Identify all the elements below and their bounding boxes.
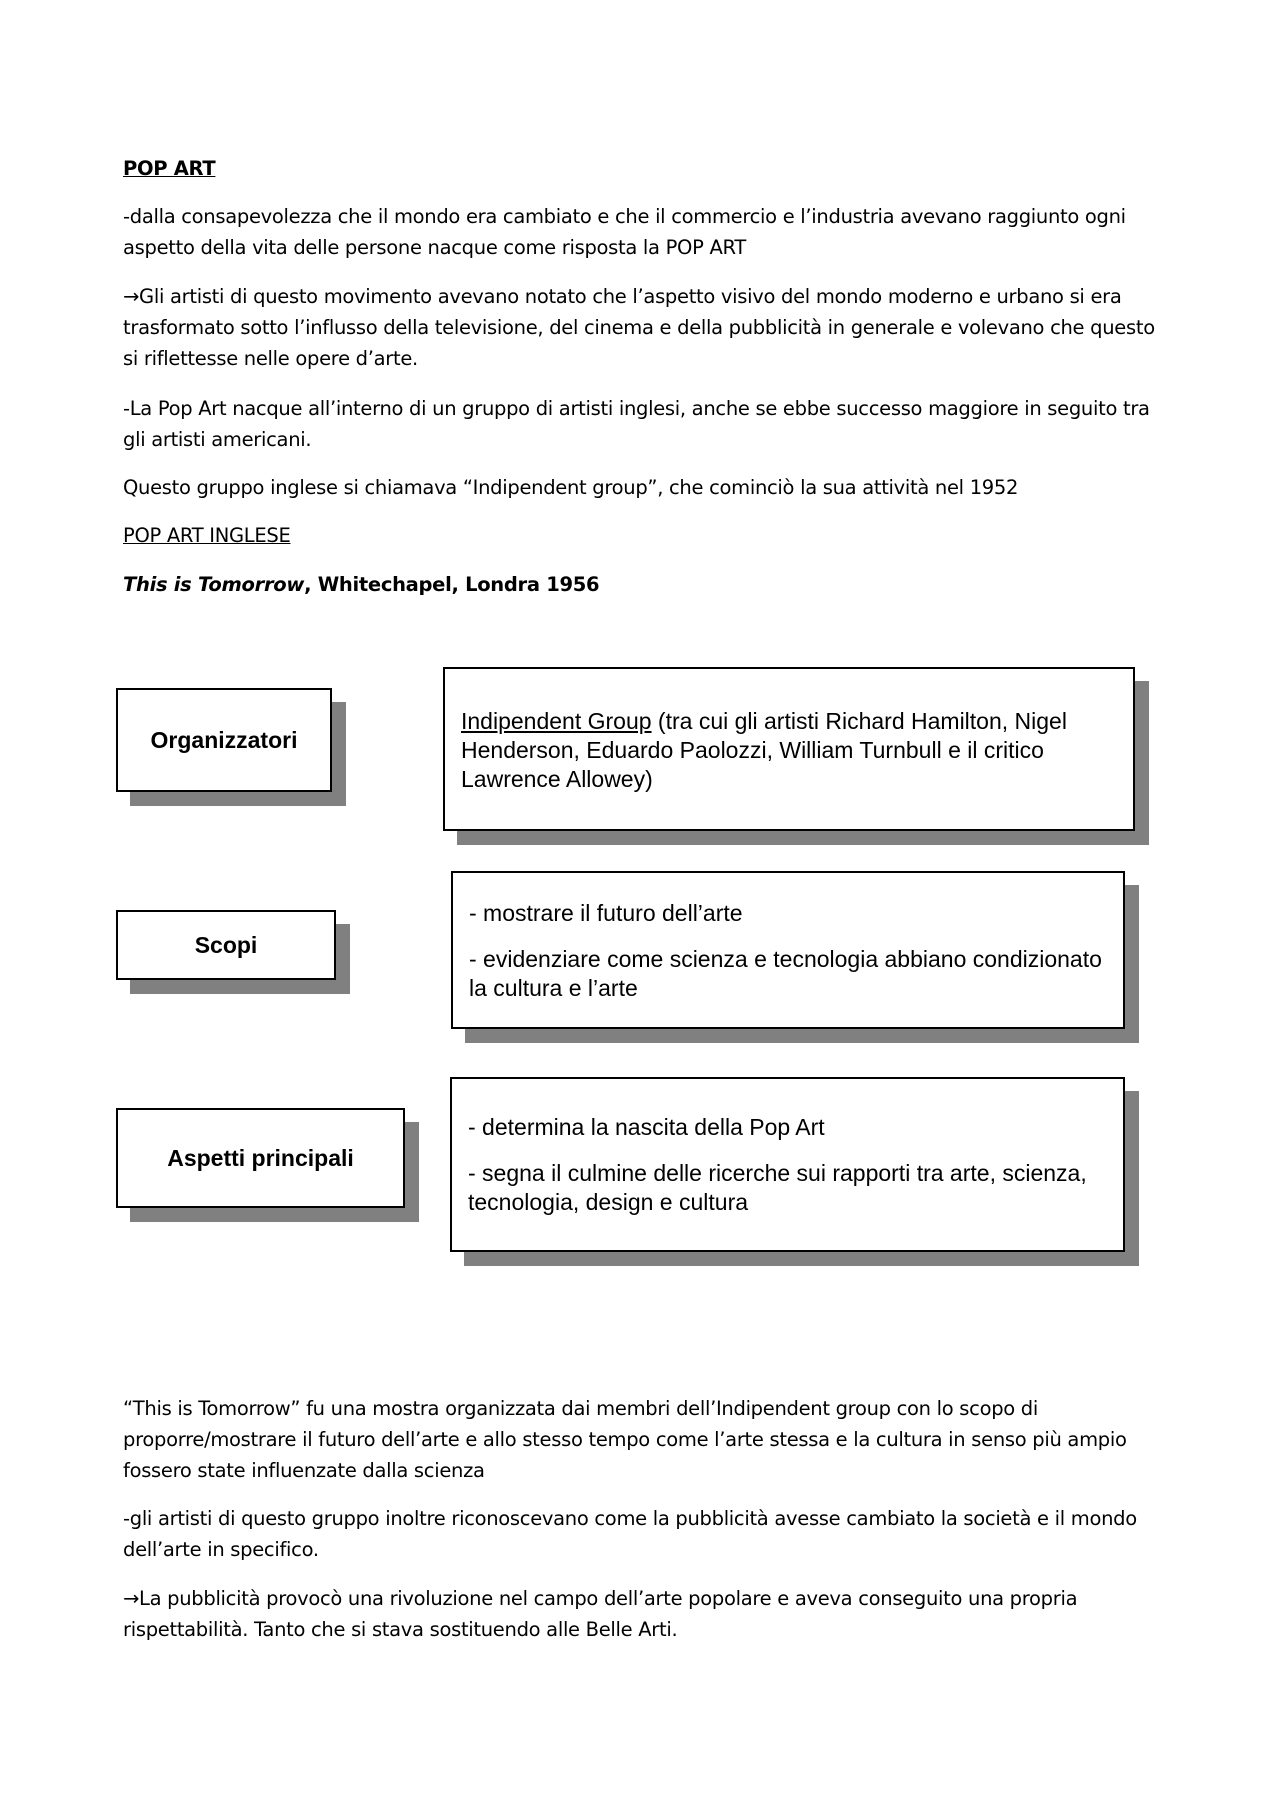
organizzatori-details: (tra cui gli artisti Richard Hamilton, Nigel Henderson, Eduardo Paolozzi, William Turnbull e il critico Lawrence Allowey) (461, 708, 1067, 792)
scopi-item-2: - evidenziare come scienza e tecnologia abbiano condizionato la cultura e l’arte (469, 946, 1102, 1001)
label-box-aspetti (116, 1108, 405, 1208)
label-aspetti: Aspetti principali (167, 1144, 354, 1171)
exhibition-heading (123, 569, 1173, 600)
paragraph-3: -La Pop Art nacque all’interno di un gruppo di artisti inglesi, anche se ebbe successo maggiore in seguito tra gli artisti americani. (123, 397, 1150, 451)
page-title: POP ART (123, 157, 216, 180)
paragraph-6: -gli artisti di questo gruppo inoltre riconoscevano come la pubblicità avesse cambiato la società e il mondo dell’arte in specifico. (123, 1507, 1137, 1561)
aspetti-item-2: - segna il culmine delle ricerche sui rapporti tra arte, scienza, tecnologia, design e cultura (468, 1160, 1087, 1215)
paragraph-7: →La pubblicità provocò una rivoluzione nel campo dell’arte popolare e aveva conseguito una propria rispettabilità. Tanto che si stava sostituendo alle Belle Arti. (123, 1587, 1078, 1641)
exhibition-title: This is Tomorrow (123, 573, 305, 596)
indipendent-group-link: Indipendent Group (461, 708, 652, 734)
section-subtitle: POP ART INGLESE (123, 524, 291, 547)
paragraph-5: “This is Tomorrow” fu una mostra organizzata dai membri dell’Indipendent group con lo scopo di proporre/mostrare il futuro dell’arte e allo stesso tempo come l’arte stessa e la cultura in senso più ampio fossero state influenzate dalla scienza (123, 1397, 1127, 1482)
label-scopi: Scopi (194, 931, 258, 958)
label-box-scopi (116, 910, 336, 980)
content-box-scopi (451, 871, 1125, 1029)
label-box-organizzatori (116, 688, 332, 792)
exhibition-location: , Whitechapel, Londra 1956 (304, 573, 600, 596)
paragraph-2: →Gli artisti di questo movimento avevano notato che l’aspetto visivo del mondo moderno e urbano si era trasformato sotto l’influsso della televisione, del cinema e della pubblicità in generale e volevano che questo si riflettesse nelle opere d’arte. (123, 285, 1155, 370)
paragraph-1: -dalla consapevolezza che il mondo era cambiato e che il commercio e l’industria avevano raggiunto ogni aspetto della vita delle persone nacque come risposta la POP ART (123, 205, 1126, 259)
scopi-item-1: - mostrare il futuro dell’arte (469, 900, 743, 926)
content-box-aspetti (450, 1077, 1125, 1252)
aspetti-item-1: - determina la nascita della Pop Art (468, 1114, 825, 1140)
organizzatori-text (461, 707, 1117, 794)
paragraph-4: Questo gruppo inglese si chiamava “Indipendent group”, che cominciò la sua attività nel 1952 (123, 476, 1019, 499)
content-box-organizzatori (443, 667, 1135, 831)
label-organizzatori: Organizzatori (150, 726, 298, 753)
